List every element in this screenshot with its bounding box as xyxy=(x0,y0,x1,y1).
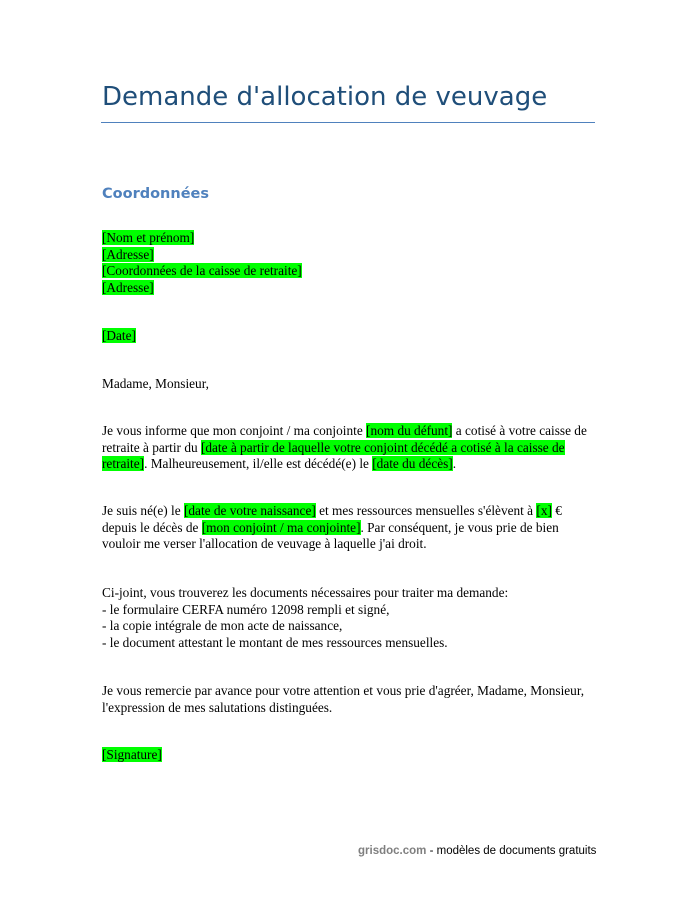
p2-text: . Par conséquent, je vous prie de bien xyxy=(360,519,559,535)
date-line xyxy=(102,328,136,345)
list-item: - le formulaire CERFA numéro 12098 rempli et signé, xyxy=(102,601,390,617)
p2-text: € xyxy=(551,503,562,518)
p2-text: et mes ressources mensuelles s'élèvent à xyxy=(315,503,537,518)
p3-intro: Ci-joint, vous trouverez les documents nécessaires pour traiter ma demande: xyxy=(102,585,509,600)
field-monthly-amount: [x] xyxy=(536,503,552,518)
list-item: - la copie intégrale de mon acte de naissance, xyxy=(102,618,343,633)
p1-text: . xyxy=(452,456,457,471)
p1-text: . Malheureusement, il/elle est décédé(e) le xyxy=(144,456,373,471)
closing-line: Je vous remercie par avance pour votre attention et vous prie d'agréer, Madame, Monsieur, xyxy=(102,683,585,698)
p2-text: Je suis né(e) le xyxy=(102,503,184,518)
closing-line: l'expression de mes salutations distinguées. xyxy=(102,699,333,715)
paragraph-1 xyxy=(102,423,587,473)
footer-site-link[interactable]: grisdoc.com xyxy=(358,845,427,857)
p2-text: depuis le décès de xyxy=(102,519,202,535)
address-line-address: [Adresse] xyxy=(102,246,154,262)
field-contribution-start-date-cont: retraite] xyxy=(102,456,145,471)
p2-text: vouloir me verser l'allocation de veuvage à laquelle j'ai droit. xyxy=(102,536,427,551)
p1-text: Je vous informe que mon conjoint / ma conjointe xyxy=(102,423,367,438)
list-item: - le document attestant le montant de mes ressources mensuelles. xyxy=(102,634,448,650)
address-line-name: [Nom et prénom] xyxy=(102,230,195,245)
field-spouse: [mon conjoint / ma conjointe] xyxy=(201,519,361,535)
document-title: Demande d'allocation de veuvage xyxy=(102,82,548,112)
paragraph-3 xyxy=(102,585,508,651)
p1-text: a cotisé à votre caisse de xyxy=(452,423,587,438)
field-death-date: [date du décès] xyxy=(372,456,453,471)
field-deceased-name: [nom du défunt] xyxy=(366,423,453,438)
signature-placeholder: [Signature] xyxy=(102,747,162,762)
date-placeholder: [Date] xyxy=(102,328,136,343)
closing-paragraph xyxy=(102,683,584,716)
address-line-fund-address: [Adresse] xyxy=(102,279,154,295)
address-block xyxy=(102,230,302,296)
footer xyxy=(358,845,596,857)
field-contribution-start-date: [date à partir de laquelle votre conjoint décédé a cotisé à la caisse de xyxy=(200,439,565,455)
salutation: Madame, Monsieur, xyxy=(102,376,209,391)
section-heading-coordonnees: Coordonnées xyxy=(102,186,210,202)
signature-line xyxy=(102,747,162,764)
field-birth-date: [date de votre naissance] xyxy=(183,503,316,518)
paragraph-2 xyxy=(102,503,562,553)
footer-tagline: - modèles de documents gratuits xyxy=(426,845,597,857)
p1-text: retraite à partir du xyxy=(102,439,201,455)
address-line-pension-fund: [Coordonnées de la caisse de retraite] xyxy=(102,263,302,278)
title-underline xyxy=(101,122,595,123)
